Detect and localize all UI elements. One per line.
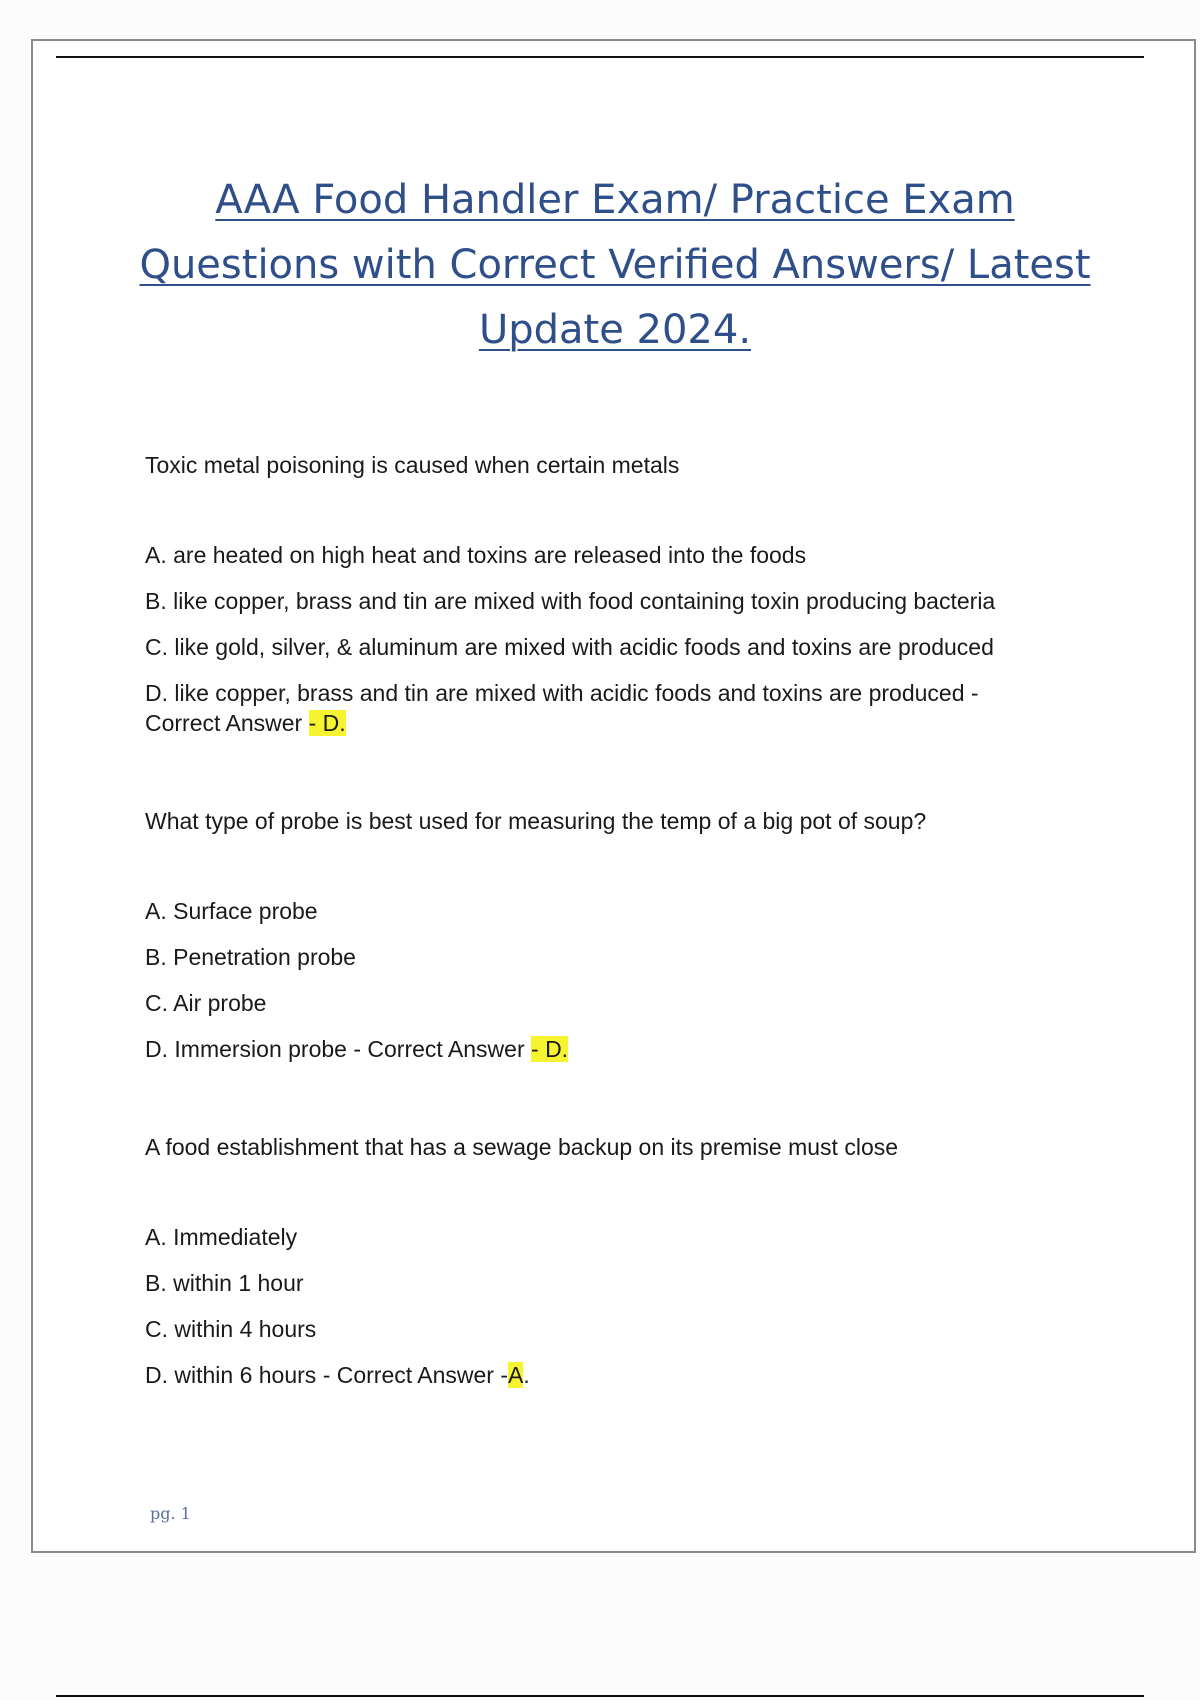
page-number: pg. 1 bbox=[150, 1504, 191, 1523]
answer-options bbox=[145, 896, 1045, 1064]
option-b: B. Penetration probe bbox=[145, 944, 356, 970]
correct-answer-highlight: A bbox=[508, 1362, 524, 1388]
correct-answer-highlight: - D. bbox=[531, 1036, 569, 1062]
option-d-text: D. within 6 hours - Correct Answer - bbox=[145, 1362, 509, 1388]
question-text: Toxic metal poisoning is caused when certain metals bbox=[145, 452, 680, 478]
option-d-text: D. Immersion probe - Correct Answer bbox=[145, 1036, 525, 1062]
document-title-text: AAA Food Handler Exam/ Practice Exam Questions with Correct Verified Answers/ Latest Update 2024. bbox=[139, 177, 1091, 353]
question-block bbox=[145, 806, 1045, 1064]
answer-options bbox=[145, 1222, 1045, 1390]
header-rule bbox=[56, 56, 1144, 58]
option-c: C. like gold, silver, & aluminum are mixed with acidic foods and toxins are produced bbox=[145, 634, 994, 660]
option-a: A. are heated on high heat and toxins are released into the foods bbox=[145, 542, 807, 568]
option-a: A. Immediately bbox=[145, 1224, 298, 1250]
question-text: What type of probe is best used for measuring the temp of a big pot of soup? bbox=[145, 808, 927, 834]
option-b: B. like copper, brass and tin are mixed with food containing toxin producing bacteria bbox=[145, 588, 996, 614]
option-c: C. Air probe bbox=[145, 990, 267, 1016]
option-d bbox=[145, 678, 1045, 738]
next-page-rule bbox=[56, 1695, 1144, 1697]
option-c: C. within 4 hours bbox=[145, 1316, 317, 1342]
question-text: A food establishment that has a sewage backup on its premise must close bbox=[145, 1134, 899, 1160]
correct-answer-highlight: - D. bbox=[308, 710, 346, 736]
option-d bbox=[145, 1360, 1045, 1390]
option-d bbox=[145, 1034, 1045, 1064]
answer-suffix: . bbox=[523, 1362, 530, 1388]
answer-options bbox=[145, 540, 1045, 738]
question-list bbox=[145, 450, 1045, 1406]
option-b: B. within 1 hour bbox=[145, 1270, 304, 1296]
option-d-text: D. like copper, brass and tin are mixed with acidic foods and toxins are produced - Correct Answer bbox=[145, 680, 979, 736]
question-block bbox=[145, 1132, 1045, 1390]
option-a: A. Surface probe bbox=[145, 898, 318, 924]
question-block bbox=[145, 450, 1045, 738]
document-title bbox=[110, 168, 1120, 363]
